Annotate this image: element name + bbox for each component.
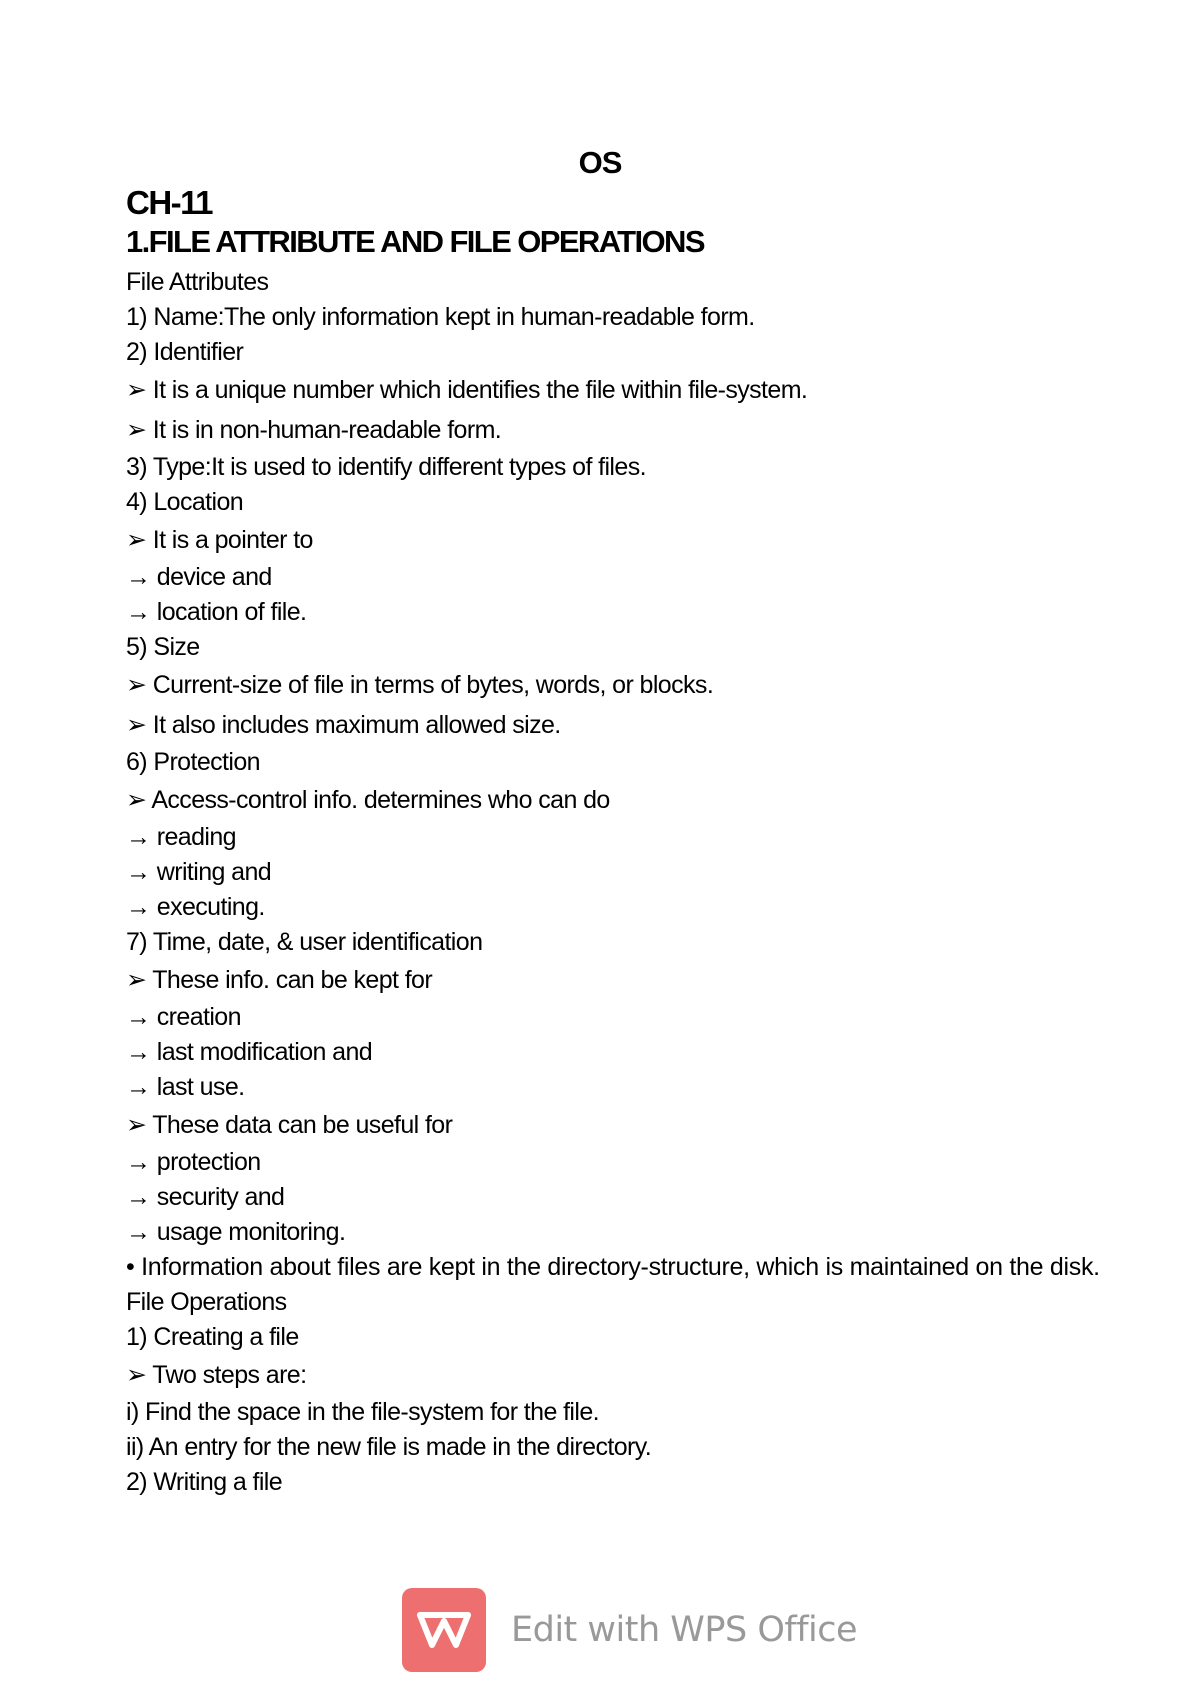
text-line: [126, 820, 1100, 855]
text-line: [126, 1430, 1100, 1465]
line-text: creation: [156, 1003, 241, 1031]
text-line: [126, 855, 1100, 890]
text-line: [126, 485, 1100, 520]
arrowhead-bullet-icon: ➢: [126, 671, 147, 699]
text-line: [126, 520, 1100, 560]
arrowhead-bullet-icon: ➢: [126, 416, 147, 444]
text-line: [126, 410, 1100, 450]
text-line: [126, 1355, 1100, 1395]
line-text: 3) Type:It is used to identify different types of files.: [126, 453, 646, 481]
text-line: [126, 745, 1100, 780]
text-line: [126, 1000, 1100, 1035]
text-line: [126, 780, 1100, 820]
arrowhead-bullet-icon: ➢: [126, 966, 147, 994]
line-text: 2) Writing a file: [126, 1468, 283, 1496]
arrowhead-bullet-icon: ➢: [126, 1111, 147, 1139]
wps-edit-label: Edit with WPS Office: [511, 1610, 858, 1650]
section-heading: 1.FILE ATTRIBUTE AND FILE OPERATIONS: [126, 224, 704, 259]
line-text: It is a pointer to: [152, 526, 313, 554]
arrowhead-bullet-icon: ➢: [126, 376, 147, 404]
right-arrow-icon: →: [126, 563, 151, 591]
chapter-label: CH-11: [126, 184, 213, 221]
arrowhead-bullet-icon: ➢: [126, 1361, 147, 1389]
attribute-list: [126, 265, 1100, 1250]
arrowhead-bullet-icon: ➢: [126, 711, 147, 739]
line-text: File Operations: [126, 1288, 287, 1316]
line-text: 1) Name:The only information kept in human-readable form.: [126, 303, 755, 331]
text-line: [126, 560, 1100, 595]
operations-list: [126, 1285, 1100, 1500]
line-text: Access-control info. determines who can do: [151, 786, 610, 814]
right-arrow-icon: →: [126, 858, 151, 886]
text-line: [126, 1180, 1100, 1215]
document-body: [126, 265, 1100, 1500]
line-text: 5) Size: [126, 633, 200, 661]
text-line: [126, 960, 1100, 1000]
line-text: It is a unique number which identifies the file within file-system.: [152, 376, 808, 404]
line-text: i) Find the space in the file-system for the file.: [126, 1398, 599, 1426]
text-line: [126, 890, 1100, 925]
line-text: device and: [156, 563, 272, 591]
text-line: [126, 1465, 1100, 1500]
right-arrow-icon: →: [126, 1073, 151, 1101]
line-text: reading: [156, 823, 236, 851]
line-text: 7) Time, date, & user identification: [126, 928, 483, 956]
text-line: [126, 1285, 1100, 1320]
arrowhead-bullet-icon: ➢: [126, 786, 147, 814]
wps-edit-banner[interactable]: [402, 1588, 857, 1672]
text-line: [126, 630, 1100, 665]
line-text: location of file.: [156, 598, 307, 626]
right-arrow-icon: →: [126, 823, 151, 851]
right-arrow-icon: →: [126, 1183, 151, 1211]
line-text: These info. can be kept for: [152, 966, 433, 994]
line-text: It is in non-human-readable form.: [152, 416, 502, 444]
right-arrow-icon: →: [126, 598, 151, 626]
text-line: [126, 335, 1100, 370]
line-text: writing and: [156, 858, 272, 886]
line-text: These data can be useful for: [152, 1111, 453, 1139]
text-line: [126, 1105, 1100, 1145]
document-title: OS: [578, 145, 622, 180]
text-line: [126, 665, 1100, 705]
line-text: File Attributes: [126, 268, 269, 296]
line-text: ii) An entry for the new file is made in the directory.: [126, 1433, 652, 1461]
line-text: 6) Protection: [126, 748, 260, 776]
line-text: 4) Location: [126, 488, 244, 516]
text-line: [126, 370, 1100, 410]
text-line: [126, 1320, 1100, 1355]
text-line: [126, 265, 1100, 300]
right-arrow-icon: →: [126, 893, 151, 921]
line-text: last use.: [156, 1073, 245, 1101]
wps-office-logo-icon: [402, 1588, 486, 1672]
arrowhead-bullet-icon: ➢: [126, 526, 147, 554]
body-paragraph: • Information about files are kept in the directory-structure, which is maintained on the disk.: [126, 1253, 1100, 1281]
text-line: [126, 1070, 1100, 1105]
right-arrow-icon: →: [126, 1148, 151, 1176]
text-line: [126, 1145, 1100, 1180]
line-text: It also includes maximum allowed size.: [152, 711, 561, 739]
text-line: [126, 925, 1100, 960]
text-line: [126, 1035, 1100, 1070]
text-line: [126, 595, 1100, 630]
line-text: protection: [156, 1148, 261, 1176]
text-line: [126, 1395, 1100, 1430]
line-text: Two steps are:: [152, 1361, 307, 1389]
line-text: 2) Identifier: [126, 338, 244, 366]
line-text: usage monitoring.: [156, 1218, 346, 1246]
right-arrow-icon: →: [126, 1038, 151, 1066]
text-line: [126, 1215, 1100, 1250]
text-line: [126, 300, 1100, 335]
line-text: last modification and: [156, 1038, 373, 1066]
line-text: executing.: [156, 893, 265, 921]
text-line: [126, 705, 1100, 745]
line-text: Current-size of file in terms of bytes, words, or blocks.: [152, 671, 714, 699]
right-arrow-icon: →: [126, 1218, 151, 1246]
line-text: 1) Creating a file: [126, 1323, 299, 1351]
line-text: security and: [156, 1183, 285, 1211]
text-line: [126, 450, 1100, 485]
right-arrow-icon: →: [126, 1003, 151, 1031]
